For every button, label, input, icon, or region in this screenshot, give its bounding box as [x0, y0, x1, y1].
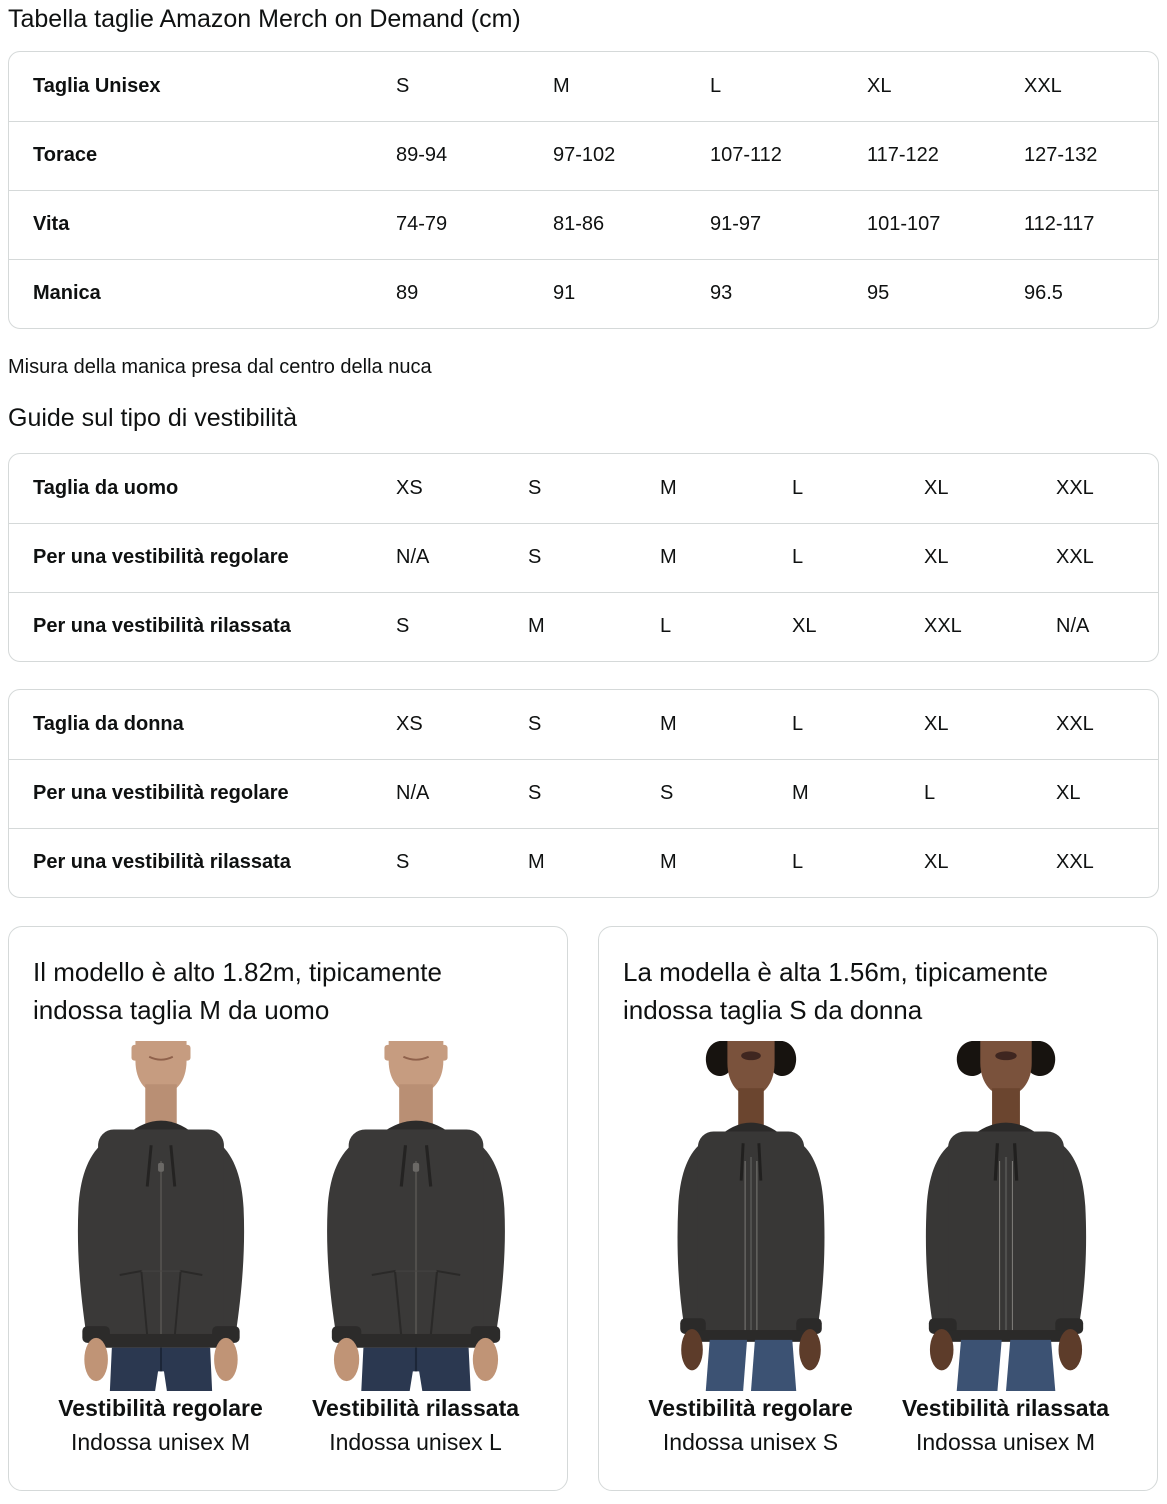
men-fit-table-box: [8, 453, 1159, 662]
cell: 81-86: [553, 190, 710, 259]
cell: XL: [1056, 759, 1158, 828]
male-regular-photo: [43, 1041, 279, 1391]
cell: XS: [396, 712, 423, 735]
cell: S: [528, 759, 660, 828]
cell: L: [792, 476, 804, 499]
size-label: Indossa unisex L: [329, 1429, 502, 1455]
size-chart-page: [0, 4, 1167, 1491]
row-label: Per una vestibilità regolare: [9, 523, 396, 592]
male-model-card: [8, 926, 568, 1491]
cell: N/A: [396, 523, 528, 592]
row-label: Taglia Unisex: [33, 74, 161, 97]
unisex-size-table-box: [8, 51, 1159, 329]
table-header-row: [9, 690, 1158, 759]
cell: XL: [924, 828, 1056, 897]
cell: XS: [396, 476, 423, 499]
fit-label: Vestibilità regolare: [58, 1395, 263, 1421]
cell: S: [528, 476, 542, 499]
cell: 91: [553, 259, 710, 328]
sleeve-note: Misura della manica presa dal centro della nuca: [8, 356, 432, 378]
row-label: Torace: [9, 121, 396, 190]
male-model-description: Il modello è alto 1.82m, tipicamente indossa taglia M da uomo: [33, 957, 442, 1025]
page-title: Tabella taglie Amazon Merch on Demand (cm): [8, 5, 521, 33]
row-label: Manica: [9, 259, 396, 328]
cell: M: [660, 523, 792, 592]
female-model-card: [598, 926, 1158, 1491]
cell: 89: [396, 259, 553, 328]
women-fit-table-box: [8, 689, 1159, 898]
cell: 93: [710, 259, 867, 328]
cell: XL: [924, 523, 1056, 592]
table-row: [9, 523, 1158, 592]
cell: 95: [867, 259, 1024, 328]
cell: XXL: [1056, 476, 1094, 499]
women-fit-table: [9, 690, 1158, 897]
cell: S: [528, 712, 542, 735]
cell: L: [792, 523, 924, 592]
female-relaxed-photo: [888, 1041, 1124, 1391]
cell: M: [528, 828, 660, 897]
table-row: [9, 592, 1158, 661]
cell: 91-97: [710, 190, 867, 259]
cell: S: [396, 592, 528, 661]
unisex-size-table: [9, 52, 1158, 328]
men-fit-table: [9, 454, 1158, 661]
cell: S: [396, 74, 410, 97]
cell: L: [924, 759, 1056, 828]
table-row: [9, 828, 1158, 897]
row-label: Taglia da donna: [33, 712, 184, 735]
cell: XXL: [1024, 74, 1062, 97]
cell: M: [660, 712, 677, 735]
cell: M: [528, 592, 660, 661]
cell: L: [710, 74, 722, 97]
cell: 117-122: [867, 121, 1024, 190]
cell: N/A: [396, 759, 528, 828]
fit-label: Vestibilità regolare: [648, 1395, 853, 1421]
size-label: Indossa unisex M: [916, 1429, 1095, 1455]
male-relaxed-figure: [288, 1041, 543, 1455]
size-label: Indossa unisex M: [71, 1429, 250, 1455]
cell: XXL: [1056, 523, 1158, 592]
cell: XL: [924, 476, 949, 499]
row-label: Per una vestibilità rilassata: [9, 592, 396, 661]
table-row: [9, 190, 1158, 259]
male-figures: [33, 1041, 543, 1455]
cell: M: [660, 828, 792, 897]
table-row: [9, 759, 1158, 828]
table-row: [9, 259, 1158, 328]
fit-guide-title: Guide sul tipo di vestibilità: [8, 404, 298, 432]
row-label: Taglia da uomo: [33, 476, 179, 499]
fit-label: Vestibilità rilassata: [311, 1395, 520, 1421]
male-relaxed-photo: [298, 1041, 534, 1391]
cell: 101-107: [867, 190, 1024, 259]
size-label: Indossa unisex S: [662, 1429, 839, 1455]
cell: L: [660, 592, 792, 661]
cell: XXL: [1056, 828, 1158, 897]
cell: S: [660, 759, 792, 828]
cell: M: [792, 759, 924, 828]
cell: 96.5: [1024, 259, 1158, 328]
fit-label: Vestibilità rilassata: [901, 1395, 1110, 1421]
cell: 112-117: [1024, 190, 1158, 259]
cell: XL: [867, 74, 892, 97]
model-cards-row: [8, 926, 1159, 1491]
cell: 107-112: [710, 121, 867, 190]
row-label: Per una vestibilità regolare: [9, 759, 396, 828]
cell: XL: [924, 712, 949, 735]
cell: S: [528, 523, 660, 592]
table-row: [9, 121, 1158, 190]
female-relaxed-figure: [878, 1041, 1133, 1455]
cell: 74-79: [396, 190, 553, 259]
cell: XXL: [924, 592, 1056, 661]
male-regular-figure: [33, 1041, 288, 1455]
female-figures: [623, 1041, 1133, 1455]
cell: L: [792, 828, 924, 897]
table-header-row: [9, 52, 1158, 121]
cell: N/A: [1056, 592, 1158, 661]
female-regular-photo: [633, 1041, 869, 1391]
cell: 127-132: [1024, 121, 1158, 190]
cell: M: [660, 476, 677, 499]
cell: XL: [792, 592, 924, 661]
female-model-description: La modella è alta 1.56m, tipicamente indossa taglia S da donna: [623, 957, 1048, 1025]
cell: S: [396, 828, 528, 897]
female-regular-figure: [623, 1041, 878, 1455]
row-label: Vita: [9, 190, 396, 259]
cell: L: [792, 712, 804, 735]
row-label: Per una vestibilità rilassata: [9, 828, 396, 897]
table-header-row: [9, 454, 1158, 523]
cell: 89-94: [396, 121, 553, 190]
cell: M: [553, 74, 570, 97]
cell: XXL: [1056, 712, 1094, 735]
cell: 97-102: [553, 121, 710, 190]
